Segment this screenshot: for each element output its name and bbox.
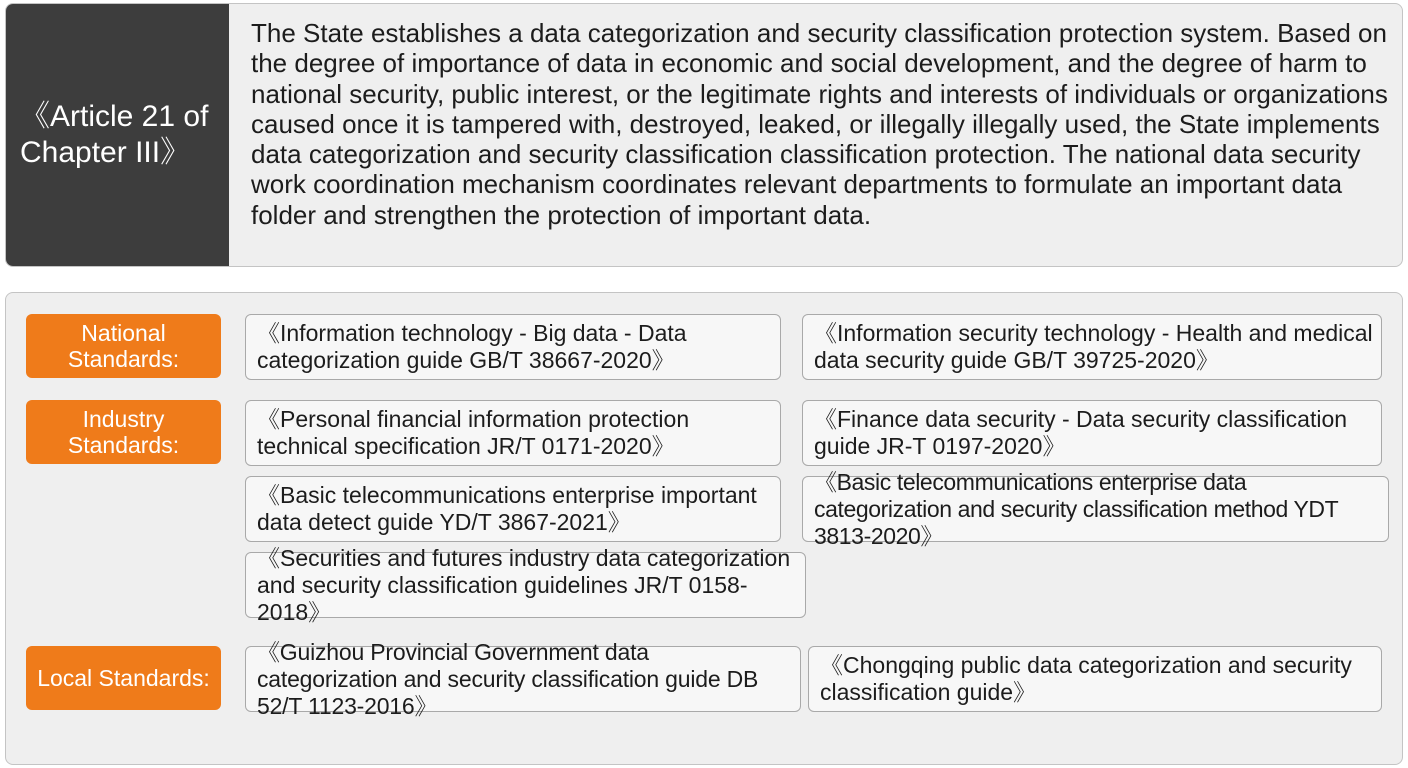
article-panel [5, 3, 1403, 267]
standard-title: 《Guizhou Provincial Government data categorization and security classification guide DB 52/T 1123-2016》 [257, 638, 759, 719]
standard-title: 《Basic telecommunications enterprise data categorization and security classification method YDT 3813-2020》 [814, 468, 1338, 549]
standard-title: 《Information technology - Big data - Data categorization guide GB/T 38667-2020》 [257, 320, 687, 373]
standard-box-industry-2 [802, 400, 1382, 466]
standard-box-national-2 [802, 314, 1382, 380]
standard-box-national-1 [245, 314, 781, 380]
national-standards-label: National Standards: [26, 314, 221, 378]
standard-title: 《Basic telecommunications enterprise important data detect guide YD/T 3867-2021》 [257, 482, 757, 535]
standard-box-industry-4 [802, 468, 1389, 549]
standard-title: 《Finance data security - Data security classification guide JR-T 0197-2020》 [814, 406, 1348, 459]
standard-box-local-2 [808, 646, 1382, 712]
standard-title: 《Information security technology - Health and medical data security guide GB/T 39725-2020》 [814, 320, 1373, 373]
article-text: The State establishes a data categorization and security classification protection system. Based on the degree of importance of data in economic and social development, and the degree of harm to national security, public interest, or the legitimate rights and interests of individuals or organizations caused once it is tampered with, destroyed, leaked, or illegally illegally used, the State implements data categorization and security classification classification protection. The national data security work coordination mechanism coordinates relevant departments to formulate an important data folder and strengthen the protection of important data. [251, 18, 1388, 230]
standard-box-industry-1 [245, 400, 781, 466]
standards-panel [5, 292, 1403, 765]
standard-box-industry-3 [245, 476, 781, 542]
standard-title: 《Securities and futures industry data categorization and security classification guidelines JR/T 0158-2018》 [257, 544, 791, 625]
standard-box-local-1 [245, 638, 801, 719]
industry-standards-label: Industry Standards: [26, 400, 221, 464]
standard-title: 《Chongqing public data categorization and security classification guide》 [820, 652, 1352, 705]
standard-title: 《Personal financial information protection technical specification JR/T 0171-2020》 [257, 406, 690, 459]
standard-box-industry-5 [245, 544, 806, 625]
local-standards-label: Local Standards: [26, 646, 221, 710]
article-title: 《Article 21 of Chapter III》 [6, 4, 229, 266]
